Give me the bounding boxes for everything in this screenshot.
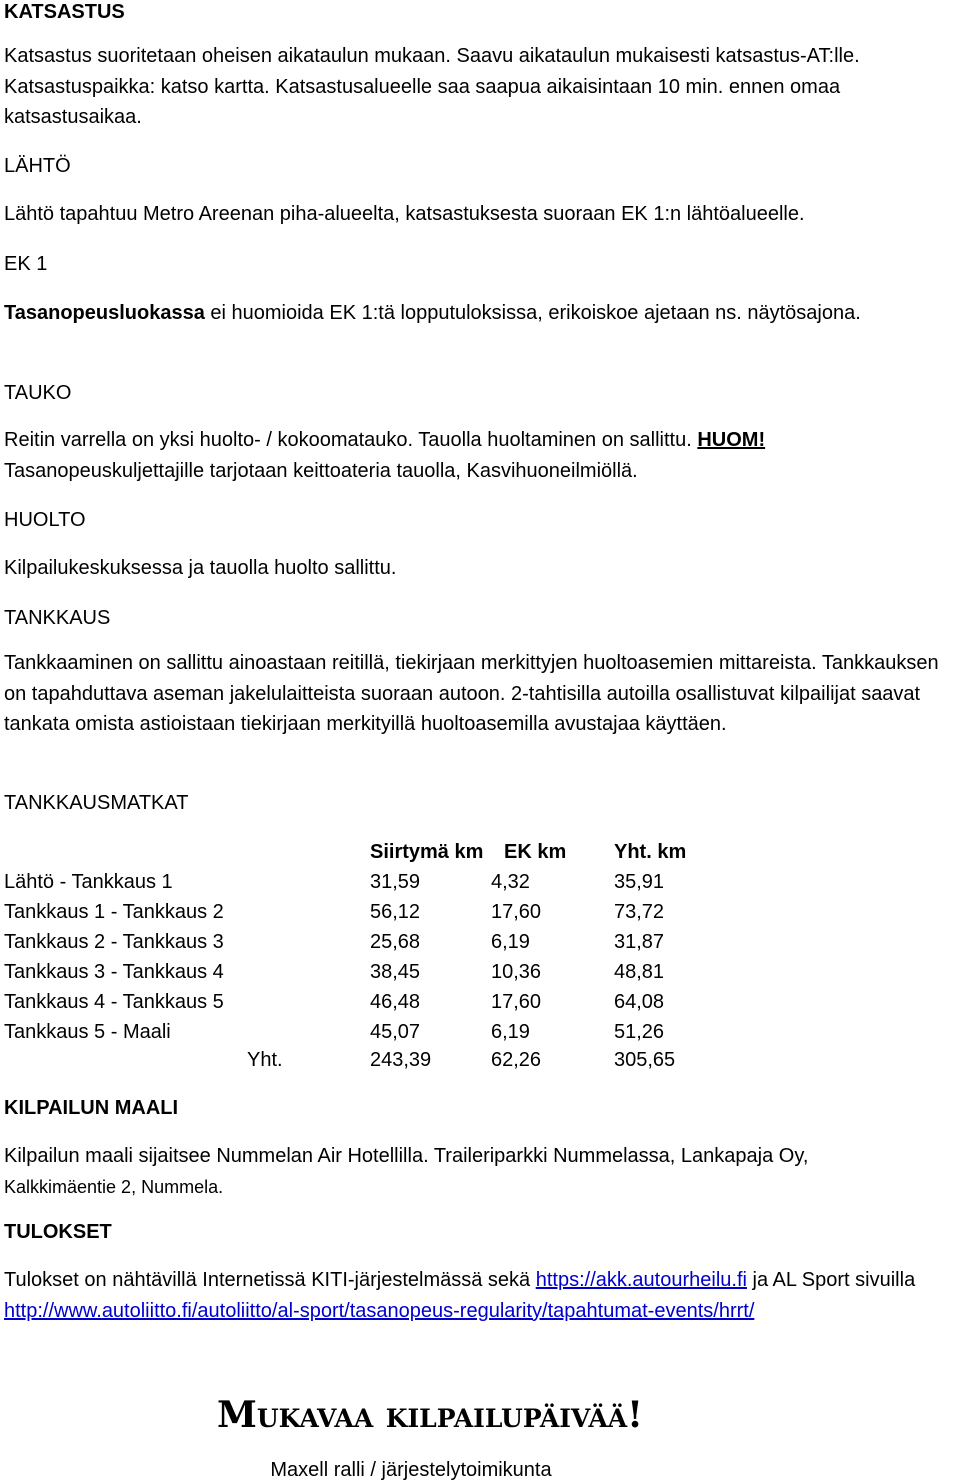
col-header-siirtyma: Siirtymä km bbox=[370, 841, 484, 863]
tauko-text bbox=[4, 425, 956, 486]
lahto-text: Lähtö tapahtuu Metro Areenan piha-alueelta, katsastuksesta suoraan EK 1:n lähtöalueelle. bbox=[4, 203, 805, 225]
total-siirtyma: 243,39 bbox=[370, 1049, 432, 1071]
row-name: Tankkaus 2 - Tankkaus 3 bbox=[4, 931, 224, 953]
heading-tankkausmatkat: TANKKAUSMATKAT bbox=[4, 792, 189, 814]
heading-tankkaus: TANKKAUS bbox=[4, 607, 111, 629]
row-ek: 6,19 bbox=[491, 1021, 530, 1043]
katsastus-text: Katsastus suoritetaan oheisen aikataulun mukaan. Saavu aikataulun mukaisesti katsastus-AT:lle. Katsastuspaikka: katso kartta. Katsastusalueelle saa saapua aikaisintaan 10 min. ennen omaa katsastusaikaa. bbox=[4, 45, 860, 128]
row-ek: 17,60 bbox=[491, 991, 542, 1013]
huom-note: HUOM! bbox=[697, 429, 766, 451]
organizer-signature: Maxell ralli / järjestelytoimikunta bbox=[270, 1459, 552, 1481]
heading-tauko: TAUKO bbox=[4, 382, 72, 404]
maali-text: Kilpailun maali sijaitsee Nummelan Air Hotellilla. Traileriparkki Nummelassa, Lankapaja Oy, bbox=[4, 1145, 809, 1167]
row-yht: 35,91 bbox=[614, 871, 665, 893]
col-header-ek: EK km bbox=[504, 841, 567, 863]
row-yht: 51,26 bbox=[614, 1021, 665, 1043]
total-ek: 62,26 bbox=[491, 1049, 542, 1071]
row-ek: 4,32 bbox=[491, 871, 530, 893]
heading-maali: KILPAILUN MAALI bbox=[4, 1097, 179, 1119]
tankkaus-text: Tankkaaminen on sallittu ainoastaan reitillä, tiekirjaan merkittyjen huoltoasemien mittareista. Tankkauksen on tapahduttava aseman jakelulaitteista suoraan autoon. 2-tahtisilla autoilla osallistuvat kilpailijat saavat tankata omista astioistaan tiekirjaan merkityillä huoltoasemilla avustajaa käyttäen. bbox=[4, 652, 939, 735]
row-yht: 73,72 bbox=[614, 901, 665, 923]
col-header-yht: Yht. km bbox=[614, 841, 687, 863]
row-siirtyma: 31,59 bbox=[370, 871, 421, 893]
row-ek: 17,60 bbox=[491, 901, 542, 923]
row-name: Tankkaus 5 - Maali bbox=[4, 1021, 171, 1043]
heading-katsastus: KATSASTUS bbox=[4, 1, 125, 23]
tauko-body-1: Reitin varrella on yksi huolto- / kokoomatauko. Tauolla huoltaminen on sallittu. bbox=[4, 429, 698, 451]
row-ek: 10,36 bbox=[491, 961, 542, 983]
row-name: Tankkaus 1 - Tankkaus 2 bbox=[4, 901, 224, 923]
row-siirtyma: 56,12 bbox=[370, 901, 421, 923]
tulokset-body-2: ja AL Sport sivuilla bbox=[746, 1269, 916, 1291]
row-yht: 48,81 bbox=[614, 961, 665, 983]
row-yht: 64,08 bbox=[614, 991, 665, 1013]
tulokset-text bbox=[4, 1265, 956, 1326]
huolto-text: Kilpailukeskuksessa ja tauolla huolto sallittu. bbox=[4, 557, 397, 579]
row-siirtyma: 38,45 bbox=[370, 961, 421, 983]
tulokset-body-1: Tulokset on nähtävillä Internetissä KITI-järjestelmässä sekä bbox=[4, 1269, 536, 1291]
ek1-text bbox=[4, 298, 956, 329]
row-name: Lähtö - Tankkaus 1 bbox=[4, 871, 173, 893]
heading-huolto: HUOLTO bbox=[4, 509, 86, 531]
ek1-bold-lead: Tasanopeusluokassa bbox=[4, 302, 205, 324]
heading-ek1: EK 1 bbox=[4, 253, 48, 275]
maali-address: Kalkkimäentie 2, Nummela. bbox=[4, 1177, 224, 1197]
total-yht: 305,65 bbox=[614, 1049, 676, 1071]
total-label: Yht. bbox=[247, 1049, 283, 1071]
autoliitto-link[interactable]: http://www.autoliitto.fi/autoliitto/al-sport/tasanopeus-regularity/tapahtumat-events/hrrt/ bbox=[4, 1299, 755, 1322]
row-siirtyma: 45,07 bbox=[370, 1021, 421, 1043]
closing-greeting: Mukavaa kilpailupäivää! bbox=[217, 1394, 643, 1436]
heading-tulokset: TULOKSET bbox=[4, 1221, 112, 1243]
row-siirtyma: 25,68 bbox=[370, 931, 421, 953]
row-yht: 31,87 bbox=[614, 931, 665, 953]
row-ek: 6,19 bbox=[491, 931, 530, 953]
row-name: Tankkaus 4 - Tankkaus 5 bbox=[4, 991, 224, 1013]
tauko-body-2: Tasanopeuskuljettajille tarjotaan keittoateria tauolla, Kasvihuoneilmiöllä. bbox=[4, 459, 638, 482]
ek1-body: ei huomioida EK 1:tä lopputuloksissa, erikoiskoe ajetaan ns. näytösajona. bbox=[204, 302, 861, 324]
heading-lahto: LÄHTÖ bbox=[4, 155, 71, 177]
row-siirtyma: 46,48 bbox=[370, 991, 421, 1013]
akk-link[interactable]: https://akk.autourheilu.fi bbox=[535, 1269, 747, 1291]
row-name: Tankkaus 3 - Tankkaus 4 bbox=[4, 961, 224, 983]
